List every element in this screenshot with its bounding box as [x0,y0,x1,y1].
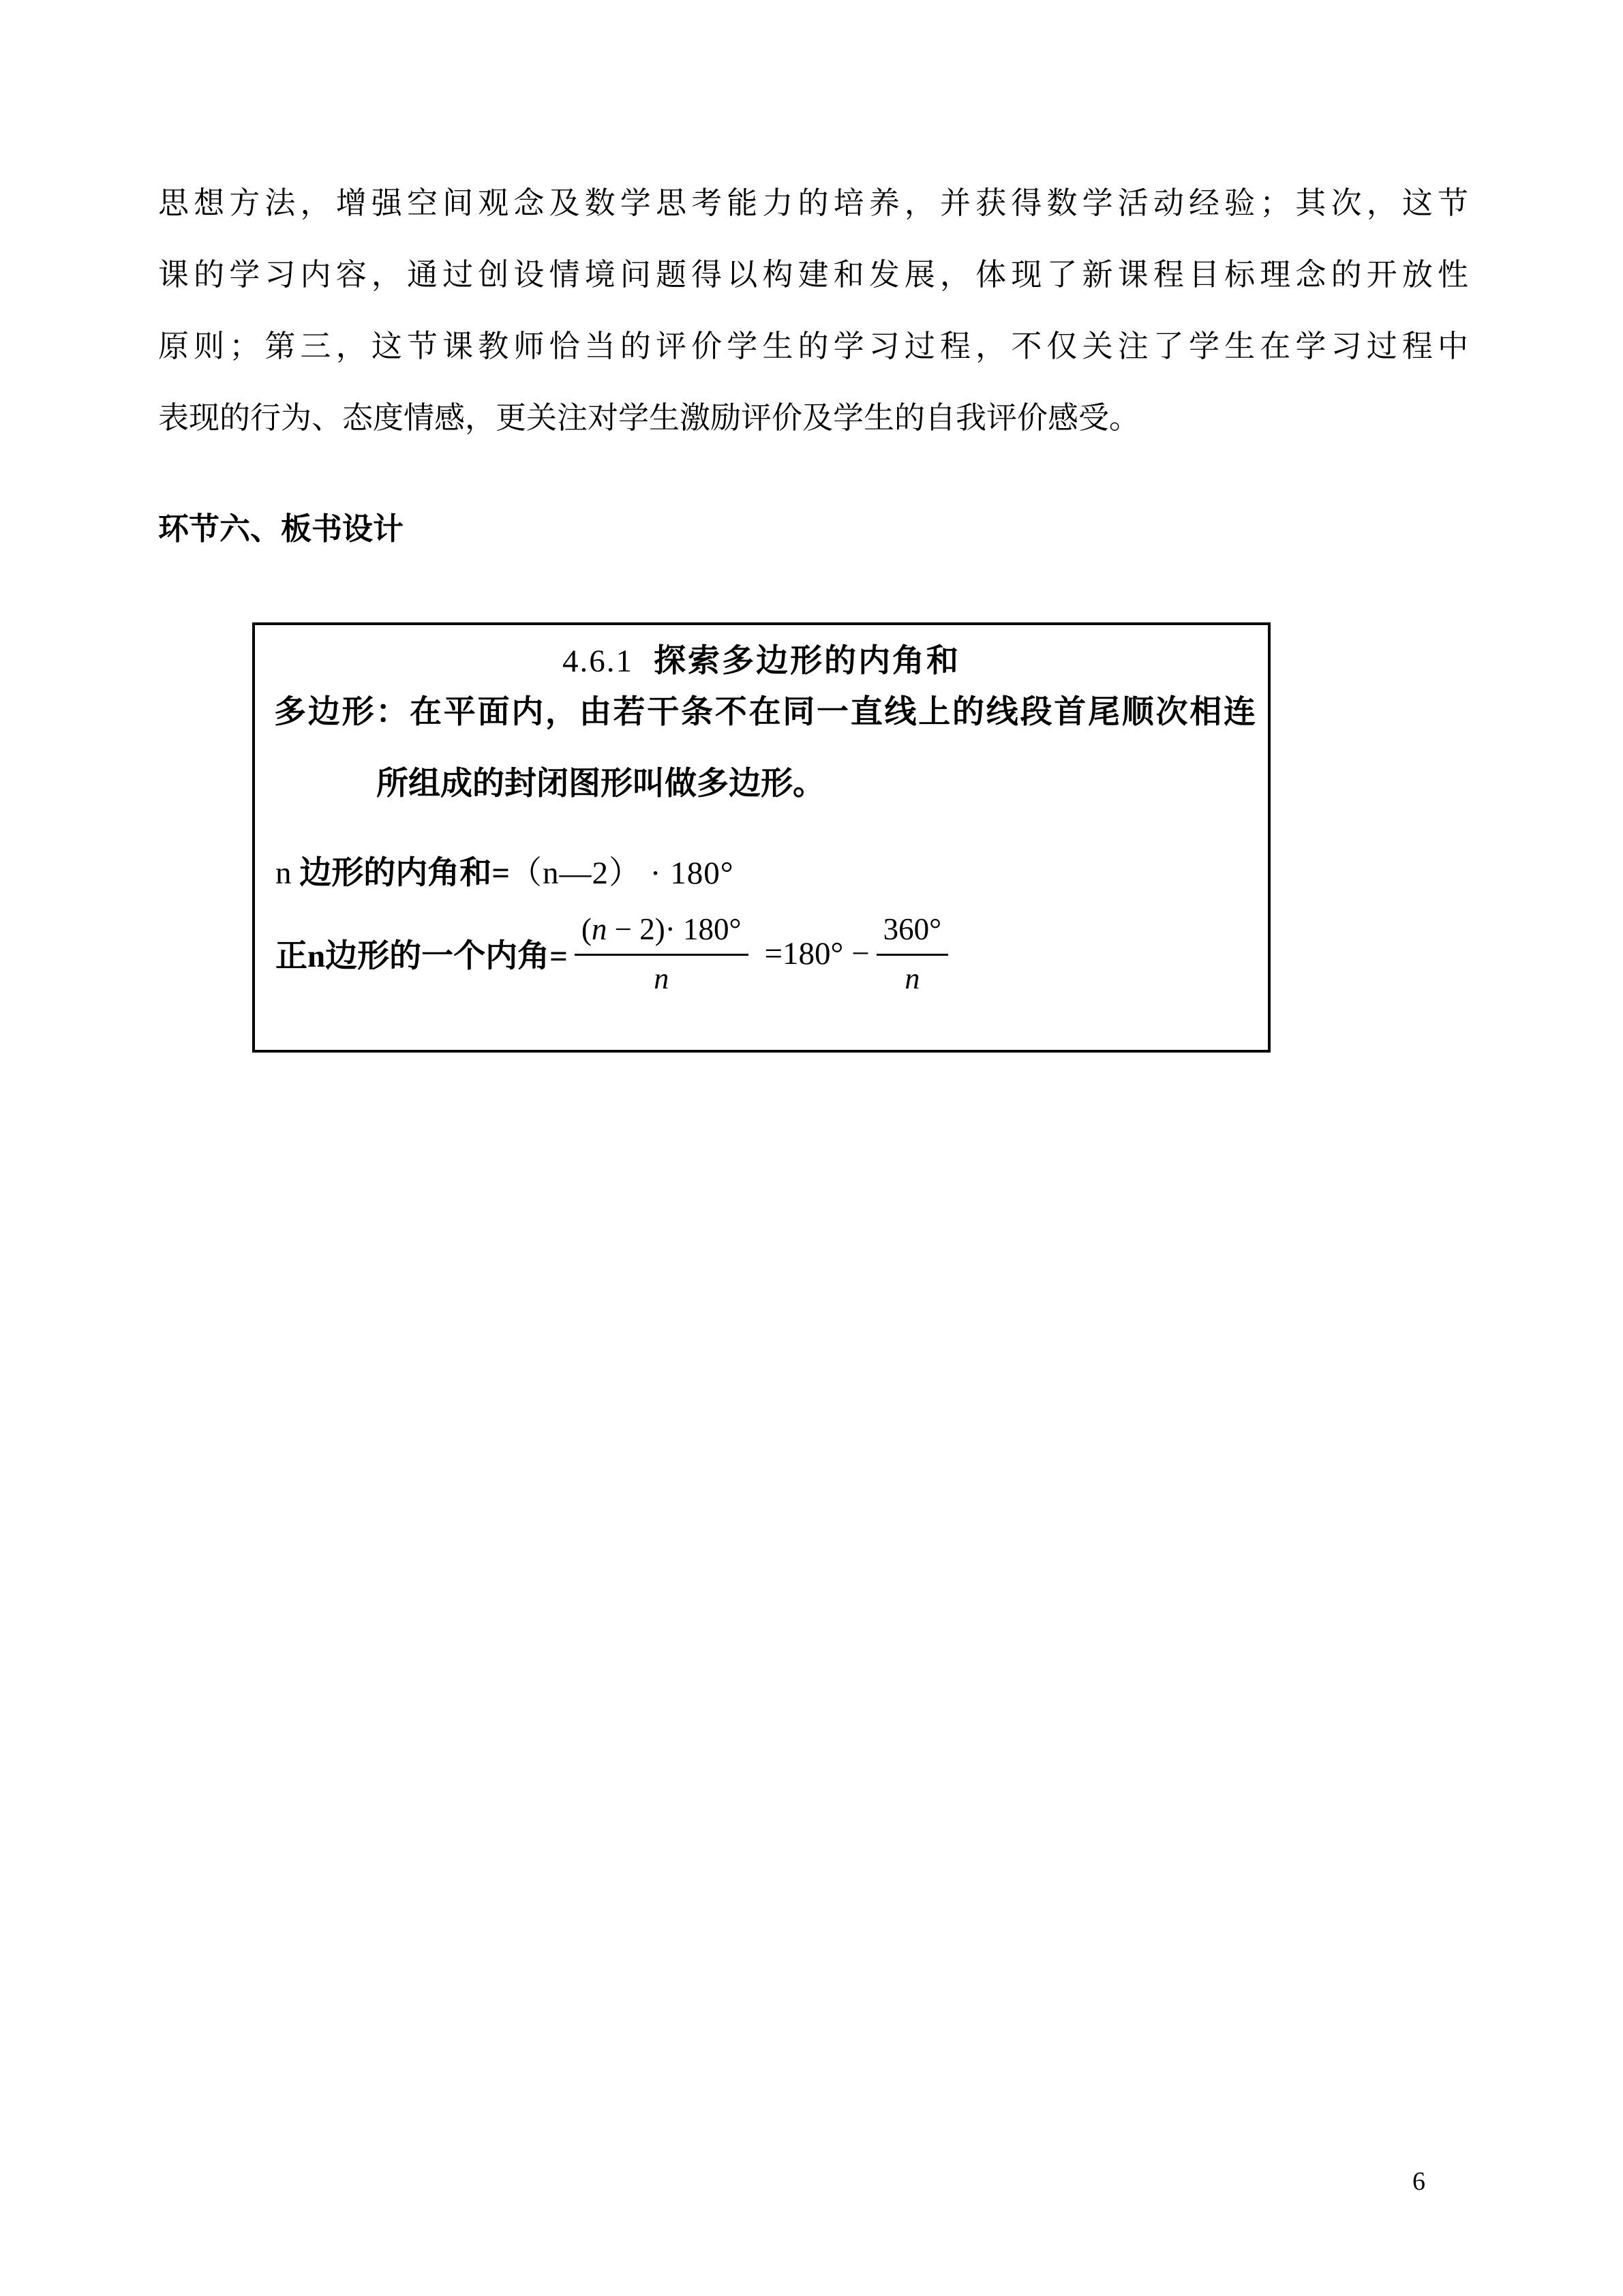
formula1-label: 边形的内角和= [291,856,511,891]
page-number: 6 [1412,2167,1425,2196]
polygon-definition-line2: 所组成的封闭图形叫做多边形。 [376,766,825,802]
board-title [255,641,1268,681]
fraction-2 [877,910,949,997]
fraction-1 [575,910,748,997]
paragraph-line: 课的学习内容，通过创设情境问题得以构建和发展，体现了新课程目标理念的开放性 [158,258,1468,292]
paragraph-line: 表现的行为、态度情感，更关注对学生激励评价及学生的自我评价感受。 [158,401,1140,435]
board-title-number: 4.6.1 [562,644,633,679]
fraction-1-numerator [575,910,748,956]
paragraph-line: 原则；第三，这节课教师恰当的评价学生的学习过程，不仅关注了学生在学习过程中 [158,329,1468,363]
fraction-1-denominator: n [654,962,669,995]
fraction-2-denominator: n [905,962,920,995]
formula2-middle-term: =180° − [764,935,870,971]
formula1-expression: （n—2） · 180° [510,856,734,891]
formula2-label: 正n边形的一个内角= [275,939,568,974]
board-title-text: 探索多边形的内角和 [654,644,960,679]
formula-regular-polygon-interior-angle [275,910,955,997]
fraction-1-paren-open: ( [581,912,592,946]
formula1-variable: n [275,856,292,891]
paragraph-line: 思想方法，增强空间观念及数学思考能力的培养，并获得数学活动经验；其次，这节 [158,186,1468,220]
fraction-2-numerator: 360° [877,910,949,956]
fraction-1-variable: n [591,912,607,946]
formula-interior-angle-sum [275,851,734,895]
board-design-box [252,622,1271,1053]
polygon-definition-line1: 多边形：在平面内，由若干条不在同一直线上的线段首尾顺次相连 [274,695,1256,730]
section-heading: 环节六、板书设计 [158,512,404,546]
fraction-1-numerator-rest: − 2)· 180° [607,912,742,946]
body-paragraph [158,168,1468,454]
